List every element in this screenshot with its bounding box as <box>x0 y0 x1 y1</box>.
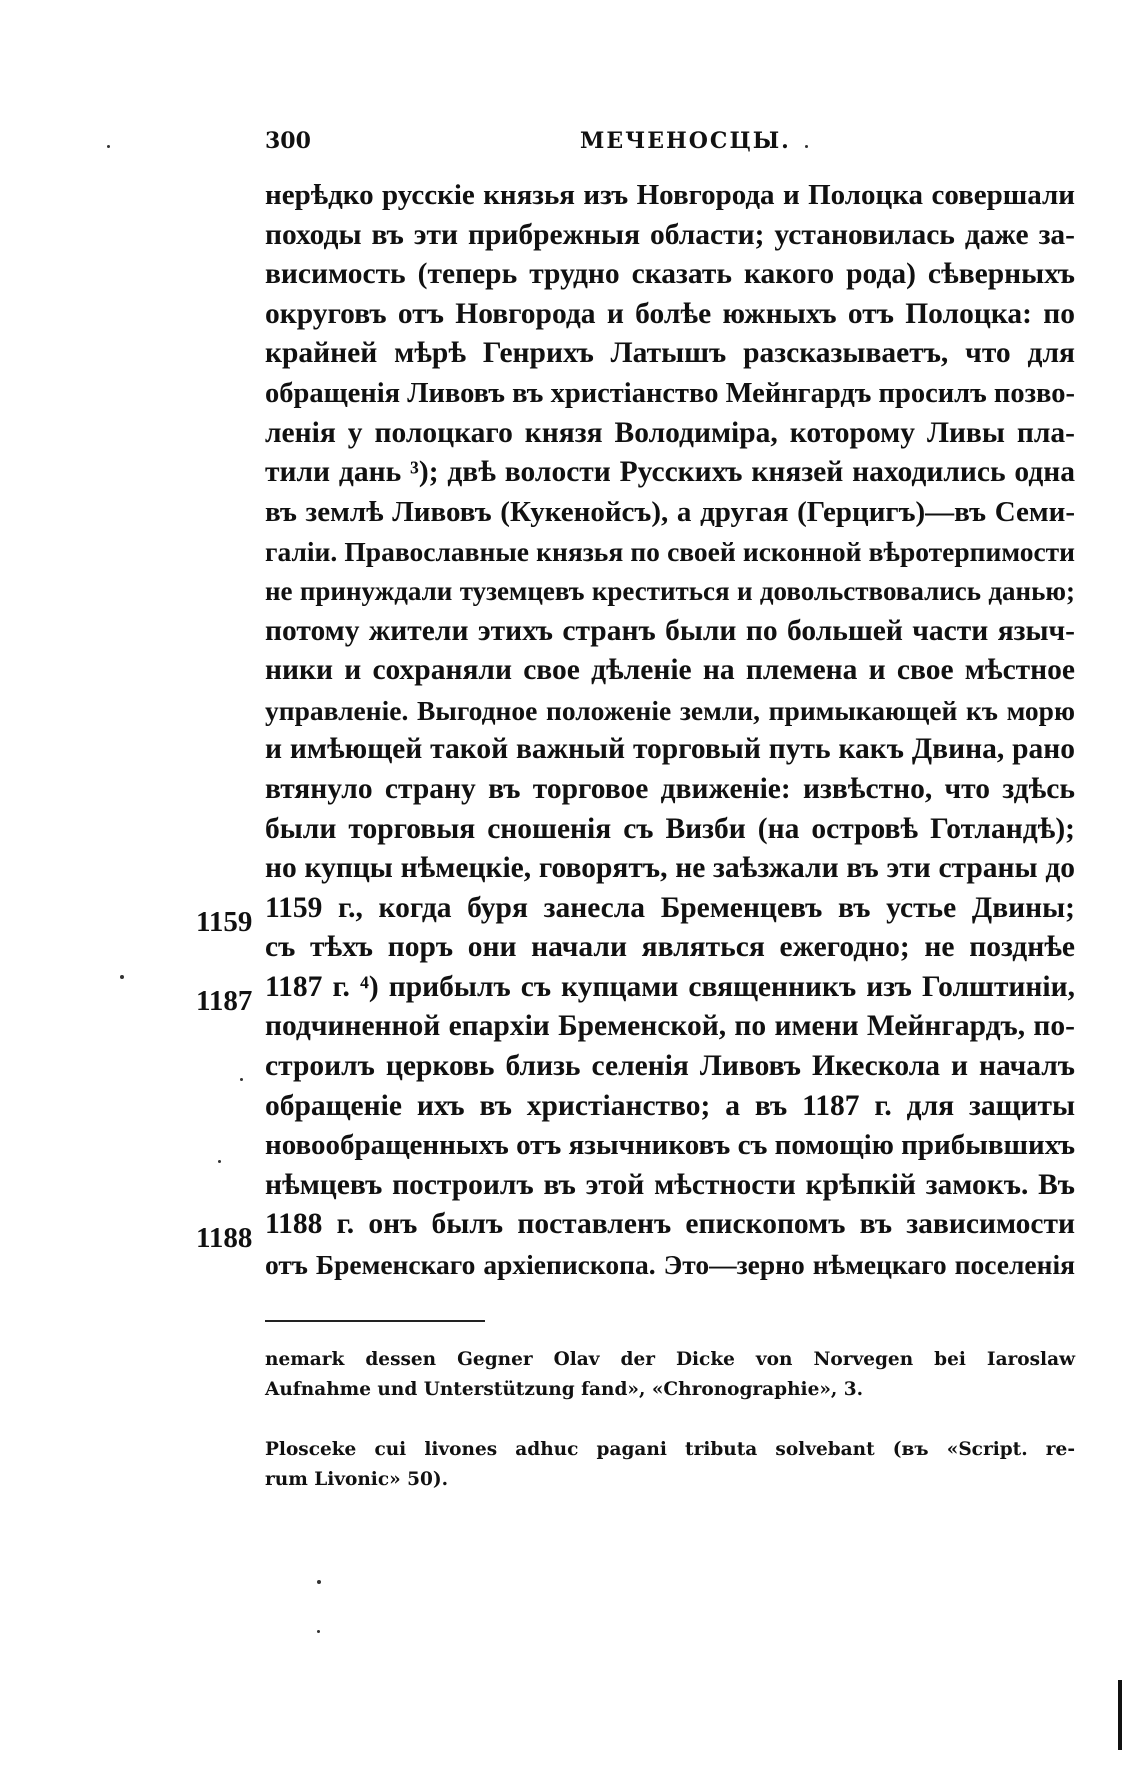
footnote-rule <box>265 1320 485 1322</box>
text-line: въ землѣ Ливовъ (Кукенойсъ), а другая (Герцигъ)—въ Семи- <box>265 495 1075 528</box>
scan-speck <box>317 1580 321 1584</box>
text-line: висимость (теперь трудно сказать какого рода) сѣверныхъ <box>265 258 1075 291</box>
text-line: потому жители этихъ странъ были по большей части языч- <box>265 614 1075 647</box>
text-line: но купцы нѣмецкіе, говорятъ, не заѣзжали въ эти страны до <box>265 852 1075 885</box>
text-line: управленіе. Выгодное положеніе земли, примыкающей къ морю <box>265 694 1075 726</box>
text-line: нерѣдко русскіе князья изъ Новгорода и Полоцка совершали <box>265 179 1075 211</box>
scan-speck <box>107 145 110 148</box>
scan-speck <box>240 1078 243 1081</box>
text-line: 1159 г., когда буря занесла Бременцевъ въ устье Двины; <box>265 891 1075 924</box>
footnote-line: Aufnahme und Unterstützung fand», «Chronographie», 3. <box>265 1379 864 1400</box>
text-line: съ тѣхъ поръ они начали являться ежегодно; не позднѣе <box>265 931 1075 964</box>
margin-year: 1188 <box>196 1222 253 1254</box>
text-line: обращеніе ихъ въ христіанство; а въ 1187 г. для защиты <box>265 1089 1075 1122</box>
page-edge-mark <box>1118 1680 1122 1750</box>
main-text <box>265 176 1075 1285</box>
page-number: 300 <box>265 128 311 154</box>
text-line: 1188 г. онъ былъ поставленъ епископомъ въ зависимости <box>265 1208 1075 1241</box>
text-line: тили дань ³); двѣ волости Русскихъ князей находились одна <box>265 456 1075 489</box>
margin-year: 1187 <box>196 985 253 1017</box>
page-header <box>265 128 1075 168</box>
text-line: нѣмцевъ построилъ въ этой мѣстности крѣпкій замокъ. Въ <box>265 1168 1075 1201</box>
text-line: округовъ отъ Новгорода и болѣе южныхъ отъ Полоцка: по <box>265 297 1075 330</box>
text-line: были торговыя сношенія съ Визби (на островѣ Готландѣ); <box>265 812 1075 845</box>
text-line: ленія у полоцкаго князя Володиміра, которому Ливы пла- <box>265 416 1075 449</box>
scan-speck <box>120 975 124 979</box>
text-line: галіи. Православные князья по своей исконной вѣротерпимости <box>265 536 1075 568</box>
footnote-line <box>265 1405 1075 1435</box>
footnote-line: nemark dessen Gegner Olav der Dicke von Norvegen bei Iaroslaw <box>265 1349 1075 1370</box>
text-line: и имѣющей такой важный торговый путь какъ Двина, рано <box>265 733 1075 766</box>
scan-speck <box>317 1630 320 1633</box>
footnote-line: rum Livonic» 50). <box>265 1469 449 1490</box>
footnote-line: Plosceke cui livones adhuc pagani tributa solvebant (въ «Script. re- <box>265 1439 1075 1460</box>
text-line: подчиненной епархіи Бременской, по имени Мейнгардъ, по- <box>265 1010 1075 1043</box>
footnotes <box>265 1345 1075 1525</box>
text-line: 1187 г. ⁴) прибылъ съ купцами священникъ изъ Голштиніи, <box>265 970 1075 1003</box>
text-line: крайней мѣрѣ Генрихъ Латышъ разсказываетъ, что для <box>265 337 1075 370</box>
text-line: строилъ церковь близь селенія Ливовъ Икескола и началъ <box>265 1050 1075 1083</box>
text-line: походы въ эти прибрежныя области; установилась даже за- <box>265 218 1075 251</box>
text-line: не принуждали туземцевъ креститься и довольствовались данью; <box>265 575 1075 606</box>
running-head: МЕЧЕНОСЦЫ. <box>580 128 791 154</box>
margin-year: 1159 <box>196 906 253 938</box>
footnote-line <box>265 1495 1075 1525</box>
text-line: ники и сохраняли свое дѣленіе на племена и свое мѣстное <box>265 654 1075 687</box>
scan-speck <box>218 1160 221 1163</box>
scan-speck <box>805 145 808 148</box>
text-line: отъ Бременскаго архіепископа. Это—зерно нѣмецкаго поселенія <box>265 1249 1075 1281</box>
text-line: новообращенныхъ отъ язычниковъ съ помощію прибывшихъ <box>265 1129 1075 1162</box>
text-line: втянуло страну въ торговое движеніе: извѣстно, что здѣсь <box>265 772 1075 805</box>
text-line: обращенія Ливовъ въ христіанство Мейнгардъ просилъ позво- <box>265 377 1075 409</box>
